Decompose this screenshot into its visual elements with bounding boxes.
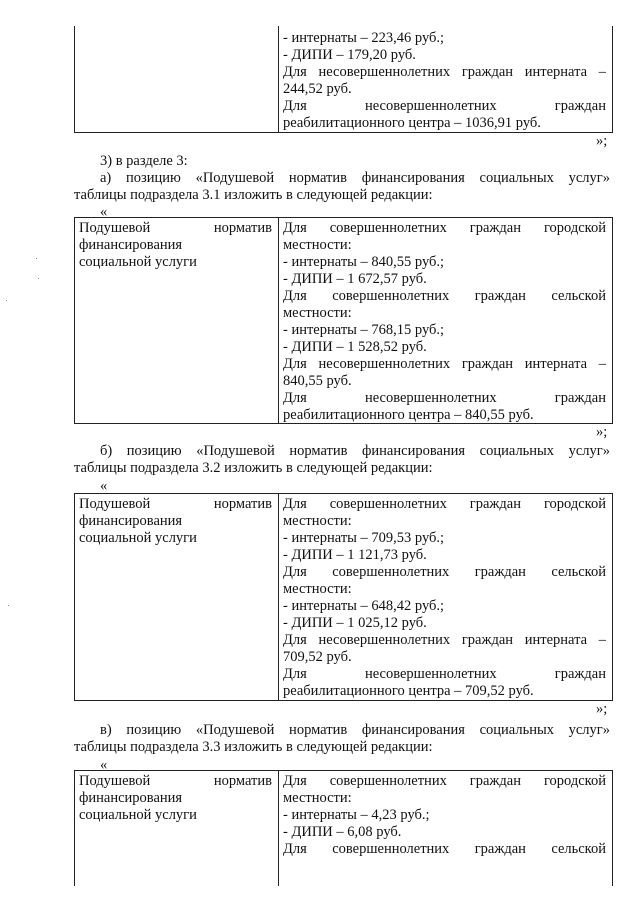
right-cell-line: местности: <box>283 513 352 529</box>
right-cell-line: реабилитационного центра – 709,52 руб. <box>283 683 534 699</box>
paragraph-line: б) позицию «Подушевой норматив финансирования социальных услуг» <box>100 443 610 459</box>
left-cell-line: Подушевой норматив <box>79 773 272 789</box>
closing-quote: »; <box>596 424 608 440</box>
right-cell-line: - интернаты – 768,15 руб.; <box>283 322 445 338</box>
right-cell-line: - ДИПИ – 1 528,52 руб. <box>283 339 427 355</box>
right-cell-line: - ДИПИ – 6,08 руб. <box>283 824 402 840</box>
top-table-line: 244,52 руб. <box>283 81 352 97</box>
right-cell-line: - интернаты – 709,53 руб.; <box>283 530 445 546</box>
top-table-line: - интернаты – 223,46 руб.; <box>283 30 445 46</box>
right-cell-line: - ДИПИ – 1 672,57 руб. <box>283 271 427 287</box>
right-cell-line: местности: <box>283 237 352 253</box>
right-cell-line: 840,55 руб. <box>283 373 352 389</box>
right-cell-line: местности: <box>283 790 352 806</box>
left-cell-line: Подушевой норматив <box>79 496 272 512</box>
section-heading: 3) в разделе 3: <box>100 153 188 169</box>
open-quote: « <box>100 478 108 494</box>
scan-speck <box>8 605 9 606</box>
right-cell-line: Для совершеннолетних граждан городской <box>283 496 606 512</box>
column-divider <box>278 218 279 423</box>
open-quote: « <box>100 757 108 773</box>
left-cell-line: социальной услуги <box>79 254 197 270</box>
column-divider <box>278 26 279 132</box>
paragraph-line: таблицы подраздела 3.3 изложить в следующей редакции: <box>74 739 433 755</box>
right-cell-line: - интернаты – 840,55 руб.; <box>283 254 445 270</box>
left-cell-line: Подушевой норматив <box>79 220 272 236</box>
column-divider <box>278 771 279 886</box>
right-cell-line: Для несовершеннолетних граждан <box>283 390 606 406</box>
right-cell-line: Для несовершеннолетних граждан интерната – <box>283 356 606 372</box>
scan-speck <box>6 300 7 301</box>
right-cell-line: - ДИПИ – 1 121,73 руб. <box>283 547 427 563</box>
scan-speck <box>38 278 39 279</box>
right-cell-line: 709,52 руб. <box>283 649 352 665</box>
right-cell-line: Для совершеннолетних граждан сельской <box>283 288 606 304</box>
right-cell-line: реабилитационного центра – 840,55 руб. <box>283 407 534 423</box>
top-table-line: реабилитационного центра – 1036,91 руб. <box>283 115 541 131</box>
column-divider <box>278 494 279 700</box>
paragraph-line: таблицы подраздела 3.2 изложить в следующей редакции: <box>74 460 433 476</box>
right-cell-line: Для совершеннолетних граждан сельской <box>283 841 606 857</box>
right-cell-line: местности: <box>283 581 352 597</box>
right-cell-line: - интернаты – 4,23 руб.; <box>283 807 430 823</box>
paragraph-line: в) позицию «Подушевой норматив финансирования социальных услуг» <box>100 722 610 738</box>
right-cell-line: Для совершеннолетних граждан сельской <box>283 564 606 580</box>
right-cell-line: Для несовершеннолетних граждан интерната – <box>283 632 606 648</box>
scan-speck <box>36 258 37 259</box>
right-cell-line: Для несовершеннолетних граждан <box>283 666 606 682</box>
right-cell-line: - интернаты – 648,42 руб.; <box>283 598 445 614</box>
right-cell-line: Для совершеннолетних граждан городской <box>283 220 606 236</box>
right-cell-line: - ДИПИ – 1 025,12 руб. <box>283 615 427 631</box>
left-cell-line: социальной услуги <box>79 530 197 546</box>
top-table-line: Для несовершеннолетних граждан интерната – <box>283 64 606 80</box>
left-cell-line: финансирования <box>79 513 183 529</box>
left-cell-line: финансирования <box>79 790 183 806</box>
top-table-line: - ДИПИ – 179,20 руб. <box>283 47 416 63</box>
left-cell-line: финансирования <box>79 237 183 253</box>
closing-quote: »; <box>596 701 608 717</box>
paragraph-line: таблицы подраздела 3.1 изложить в следующей редакции: <box>74 187 433 203</box>
left-cell-line: социальной услуги <box>79 807 197 823</box>
open-quote: « <box>100 204 108 220</box>
top-table-line: Для несовершеннолетних граждан <box>283 98 606 114</box>
right-cell-line: Для совершеннолетних граждан городской <box>283 773 606 789</box>
closing-quote: »; <box>596 133 608 149</box>
right-cell-line: местности: <box>283 305 352 321</box>
paragraph-line: а) позицию «Подушевой норматив финансирования социальных услуг» <box>100 170 610 186</box>
